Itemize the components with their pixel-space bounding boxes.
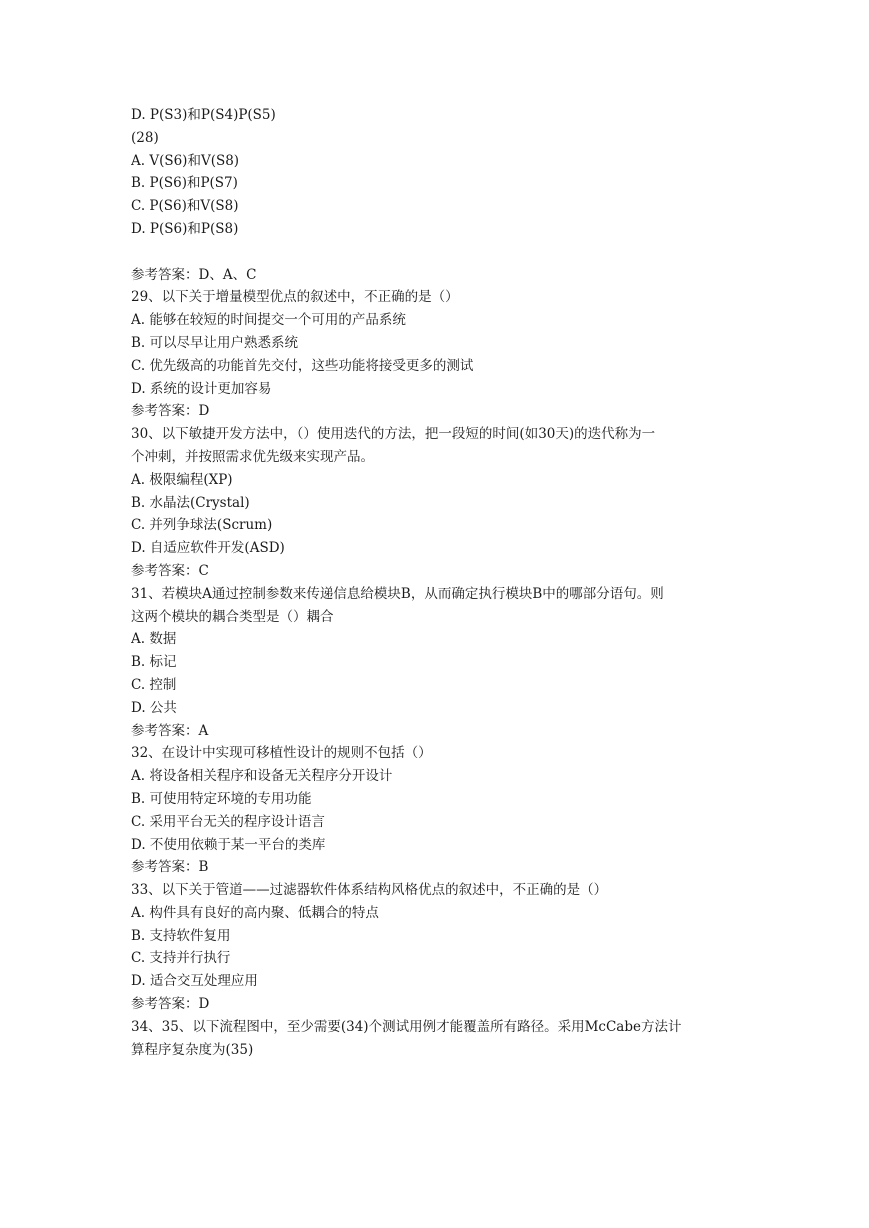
text-line: B. 水晶法(Crystal) [131,494,250,511]
text-line: 参考答案：C [131,562,209,579]
text-line: A. 极限编程(XP) [131,471,233,488]
text-line: D. 不使用依赖于某一平台的类库 [131,836,326,853]
text-line: C. 支持并行执行 [131,950,231,967]
text-line: D. P(S3)和P(S4)P(S5) [131,107,276,123]
text-line: 参考答案：D、A、C [131,266,257,283]
text-line: D. 适合交互处理应用 [131,973,258,990]
text-line: 32、在设计中实现可移植性设计的规则不包括（） [131,745,432,762]
text-line: C. 控制 [131,676,177,693]
text-line: 参考答案：B [131,859,209,876]
text-line: B. 可使用特定环境的专用功能 [131,790,312,807]
text-line: 参考答案：A [131,722,209,739]
text-line: 30、以下敏捷开发方法中，（）使用迭代的方法，把一段短的时间(如30天)的迭代称为一 [131,426,656,443]
text-line: B. 可以尽早让用户熟悉系统 [131,334,299,351]
text-line: 31、若模块A通过控制参数来传递信息给模块B，从而确定执行模块B中的哪部分语句。则 [131,585,664,602]
text-line: B. 标记 [131,654,177,671]
text-line: B. P(S6)和P(S7) [131,175,238,192]
text-line: A. 能够在较短的时间提交一个可用的产品系统 [131,312,406,329]
text-line: D. 自适应软件开发(ASD) [131,540,285,557]
text-line: 个冲刺，并按照需求优先级来实现产品。 [131,448,374,465]
text-line: 这两个模块的耦合类型是（）耦合 [131,608,334,625]
text-line: D. 公共 [131,699,177,716]
text-line: A. 将设备相关程序和设备无关程序分开设计 [131,768,393,785]
text-line: 33、以下关于管道——过滤器软件体系结构风格优点的叙述中，不正确的是（） [131,882,608,899]
document-body [131,104,741,1061]
text-line: 参考答案：D [131,996,210,1013]
text-line: C. 采用平台无关的程序设计语言 [131,813,325,830]
text-line: C. P(S6)和V(S8) [131,198,239,215]
text-line: 29、以下关于增量模型优点的叙述中，不正确的是（） [131,289,459,306]
text-line: C. 并列争球法(Scrum) [131,517,273,534]
text-line: 34、35、以下流程图中，至少需要(34)个测试用例才能覆盖所有路径。采用McCabe方法计 [131,1018,682,1035]
text-line: D. P(S6)和P(S8) [131,220,239,237]
blank-line [131,241,741,264]
text-line: 参考答案：D [131,403,210,420]
text-line: 算程序复杂度为(35) [131,1041,254,1058]
text-line: C. 优先级高的功能首先交付，这些功能将接受更多的测试 [131,357,474,374]
text-line: B. 支持软件复用 [131,927,231,944]
text-line: (28) [131,129,159,146]
text-line: A. 构件具有良好的高内聚、低耦合的特点 [131,904,379,921]
text-line: D. 系统的设计更加容易 [131,380,272,397]
text-line: A. V(S6)和V(S8) [131,152,240,169]
text-line: A. 数据 [131,631,177,648]
